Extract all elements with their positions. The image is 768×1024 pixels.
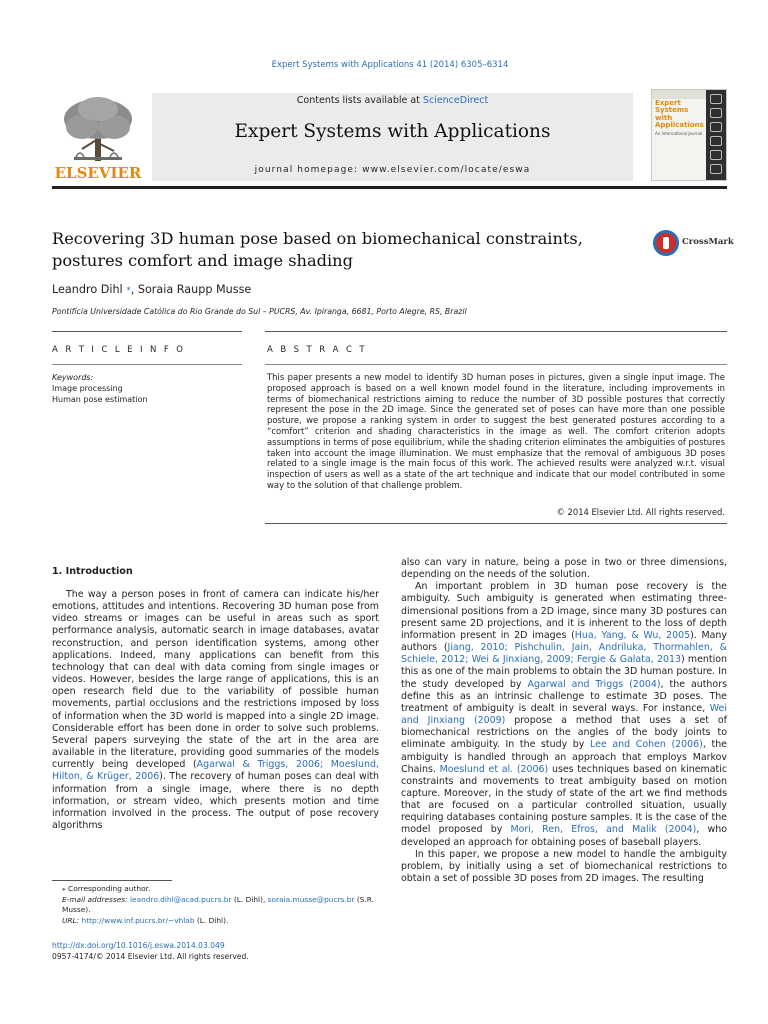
- author-name: Soraia Raupp Musse: [137, 283, 252, 296]
- paragraph-text: ). Many authors (: [401, 629, 727, 654]
- citation-link[interactable]: Hua, Yang, & Wu, 2005: [574, 629, 691, 641]
- cover-icon-strip: [706, 90, 726, 180]
- citation-link[interactable]: Agarwal & Triggs, 2006; Moeslund, Hilton, & Krüger, 2006: [52, 759, 380, 783]
- abstract-copyright: © 2014 Elsevier Ltd. All rights reserved.: [556, 507, 725, 517]
- email-label: E-mail addresses:: [62, 894, 130, 904]
- cover-icon: [710, 136, 722, 146]
- footnote-divider: [52, 880, 172, 881]
- citation-link[interactable]: Wei and Jinxiang (2009): [401, 702, 727, 727]
- contents-availability: [152, 95, 633, 106]
- running-head[interactable]: Expert Systems with Applications 41 (2014) 6305–6314: [271, 60, 509, 70]
- author-name: Leandro Dihl: [52, 283, 123, 296]
- contents-prefix: Contents lists available at: [296, 95, 423, 106]
- paragraph-text: , who developed an approach for obtaining poses of baseball players.: [401, 824, 727, 848]
- url-label: URL:: [62, 915, 82, 925]
- corresponding-author-mark[interactable]: ⁎: [126, 283, 131, 293]
- email-link[interactable]: leandro.dihl@acad.pucrs.br: [129, 894, 232, 904]
- header-divider: [52, 186, 727, 189]
- divider: [52, 364, 242, 365]
- url-note: [52, 916, 379, 927]
- cover-icon: [710, 164, 722, 174]
- cover-title-line: Expert: [655, 99, 681, 107]
- crossmark-icon: [653, 230, 679, 256]
- cover-subtitle: An International Journal: [655, 131, 703, 136]
- sciencedirect-link[interactable]: ScienceDirect: [422, 95, 489, 106]
- paragraph: [52, 589, 379, 832]
- citation-link[interactable]: Moeslund et al. (2006): [439, 763, 549, 775]
- keyword: Image processing: [52, 384, 123, 393]
- cover-title-line: with: [655, 113, 673, 122]
- elsevier-wordmark: ELSEVIER: [54, 164, 142, 181]
- paragraph: also can vary in nature, being a pose in two or three dimensions, depending on the needs of the solution.: [401, 557, 727, 581]
- abstract-heading: A B S T R A C T: [267, 345, 367, 355]
- paragraph-text: The way a person poses in front of camera can indicate his/her emotions, attitudes and intentions. Recovering 3D human pose from video streams or images can be useful in areas such as sport performance analysis, automatic search in image databases, avatar reconstruction, and person identification systems, among other applications. Indeed, many applications can benefit from this technology that can deal with data coming from single images or videos. However, besides the large range of applications, this is an open research field due to the variability of possible human movements, partial occlusions and the restrictions imposed by loss of information when the 3D world is mapped into a single 2D image. Considerable effort has been done in order to solve such problems. Several papers surveying the state of the art in the area are available in the literature, providing good summaries of the models currently being developed (: [52, 589, 379, 771]
- cover-icon: [710, 150, 722, 160]
- email-owner: (L. Dihl),: [231, 894, 268, 904]
- journal-title: Expert Systems with Applications: [234, 121, 551, 142]
- paragraph: [401, 581, 727, 848]
- email-owner: (S.R. Musse).: [62, 894, 374, 914]
- author-list: [52, 283, 251, 296]
- email-note: [52, 895, 379, 916]
- paragraph-text: , the ambiguity is handled through an approach that employs Markov Chains.: [401, 739, 727, 775]
- divider: [52, 331, 242, 332]
- cover-icon: [710, 122, 722, 132]
- body-column-right: [401, 557, 727, 885]
- abstract-text: This paper presents a new model to identify 3D human poses in pictures, given a single input image. The proposed approach is based on a well known model found in the literature, including improvements in terms of biomechanical restrictions aiming to reduce the number of 3D possible postures that correctly represent the pose in the 2D image. Since the generated set of poses can have more than one possible posture, we propose a ranking system in order to suggest the best generated postures according to a “comfort” criterion and shading characteristics in the image as well. The comfort criterion adopts assumptions in terms of pose equilibrium, while the shading criterion eliminates the ambiguities of postures taken into account the image illumination. We must emphasize that the removal of ambiguous 3D poses related to a single image is the main focus of this work. The achieved results were analyzed w.r.t. visual inspection of users as well as a state of the art technique and indicate that our model contributed in some way to the solution of that challenge problem.: [267, 372, 725, 490]
- divider: [265, 331, 727, 332]
- paragraph-text: ) mention this as one of the main problems to obtain the 3D human posture. In the study developed by: [401, 654, 727, 690]
- paragraph-text: ). The recovery of human poses can deal with information from a single image, where there is no depth information, or stream video, which presents motion and time information involved in the process. The output of pose recovery algorithms: [52, 771, 379, 831]
- keywords-label: Keywords:: [52, 373, 94, 382]
- article-info-heading: A R T I C L E I N F O: [52, 345, 186, 355]
- keyword: Human pose estimation: [52, 395, 148, 404]
- cover-title-line: Systems: [655, 106, 689, 115]
- cover-title-line: Applications: [655, 121, 704, 130]
- doi-block: [52, 941, 249, 962]
- email-link[interactable]: soraia.musse@pucrs.br: [267, 894, 355, 904]
- corresponding-author-note: ⁎ Corresponding author.: [62, 884, 151, 893]
- crossmark-label: CrossMark: [682, 237, 734, 247]
- cover-icon: [710, 94, 722, 104]
- elsevier-tree-icon: [52, 93, 144, 181]
- crossmark-button[interactable]: [653, 230, 734, 258]
- keywords-block: [52, 372, 242, 405]
- url-owner: (L. Dihl).: [194, 915, 229, 925]
- citation-link[interactable]: Lee and Cohen (2006): [590, 739, 703, 751]
- cover-title: [655, 100, 704, 130]
- article-title: Recovering 3D human pose based on biomechanical constraints, postures comfort and image shading: [52, 229, 583, 270]
- citation-link[interactable]: Mori, Ren, Efros, and Malik (2004): [510, 824, 697, 836]
- paragraph-text: uses techniques based on kinematic constraints and movements to treat ambiguity based on motion capture. Moreover, in the study of state of the art we find methods that are focused on a particular controlled situation, usually requiring databases containing posture samples. It is the case of the model proposed by: [401, 763, 728, 836]
- issn-line: 0957-4174/© 2014 Elsevier Ltd. All rights reserved.: [52, 951, 249, 961]
- doi-link[interactable]: http://dx.doi.org/10.1016/j.eswa.2014.03.049: [52, 941, 225, 950]
- section-heading-introduction: 1. Introduction: [52, 566, 133, 577]
- citation-link[interactable]: Agarwal and Triggs (2004): [527, 678, 661, 690]
- footnotes: [52, 884, 379, 926]
- elsevier-logo: [52, 93, 144, 181]
- paragraph-text: , the authors define this as an intrinsic challenge to estimate 3D poses. The treatment of ambiguity is dealt in several ways. For instance,: [401, 678, 727, 714]
- cover-icon: [710, 108, 722, 118]
- citation-link[interactable]: Jiang, 2010; Pishchulin, Jain, Andriluka, Thormahlen, & Schiele, 2012; Wei & Jinxiang, 2009; Fergie & Galata, 2013: [401, 642, 727, 666]
- author-separator: ,: [130, 283, 138, 296]
- divider: [265, 523, 727, 524]
- journal-homepage[interactable]: journal homepage: www.elsevier.com/locate/eswa: [254, 165, 531, 175]
- body-column-left: [52, 585, 379, 832]
- paragraph-text: propose a method that uses a set of biomechanical restrictions on the angles of the body joints to eliminate ambiguity. In the study by: [401, 715, 727, 751]
- paragraph-text: An important problem in 3D human pose recovery is the ambiguity. Such ambiguity is generated when estimating three-dimensional positions from a 2D image, since many 3D postures can present same 2D projections, and it is inherent to the loss of depth information present in 2D images (: [401, 581, 727, 641]
- divider: [265, 364, 727, 365]
- journal-cover-thumbnail[interactable]: [651, 89, 727, 181]
- affiliation: Pontifícia Universidade Católica do Rio Grande do Sul – PUCRS, Av. Ipiranga, 6681, Porto Alegre, RS, Brazil: [52, 307, 467, 316]
- url-link[interactable]: http://www.inf.pucrs.br/~vhlab: [81, 915, 195, 925]
- paragraph: In this paper, we propose a new model to handle the ambiguity problem, by initially using a set of biomechanical restrictions to obtain a set of possible 3D poses from 2D images. The resulting: [401, 848, 727, 885]
